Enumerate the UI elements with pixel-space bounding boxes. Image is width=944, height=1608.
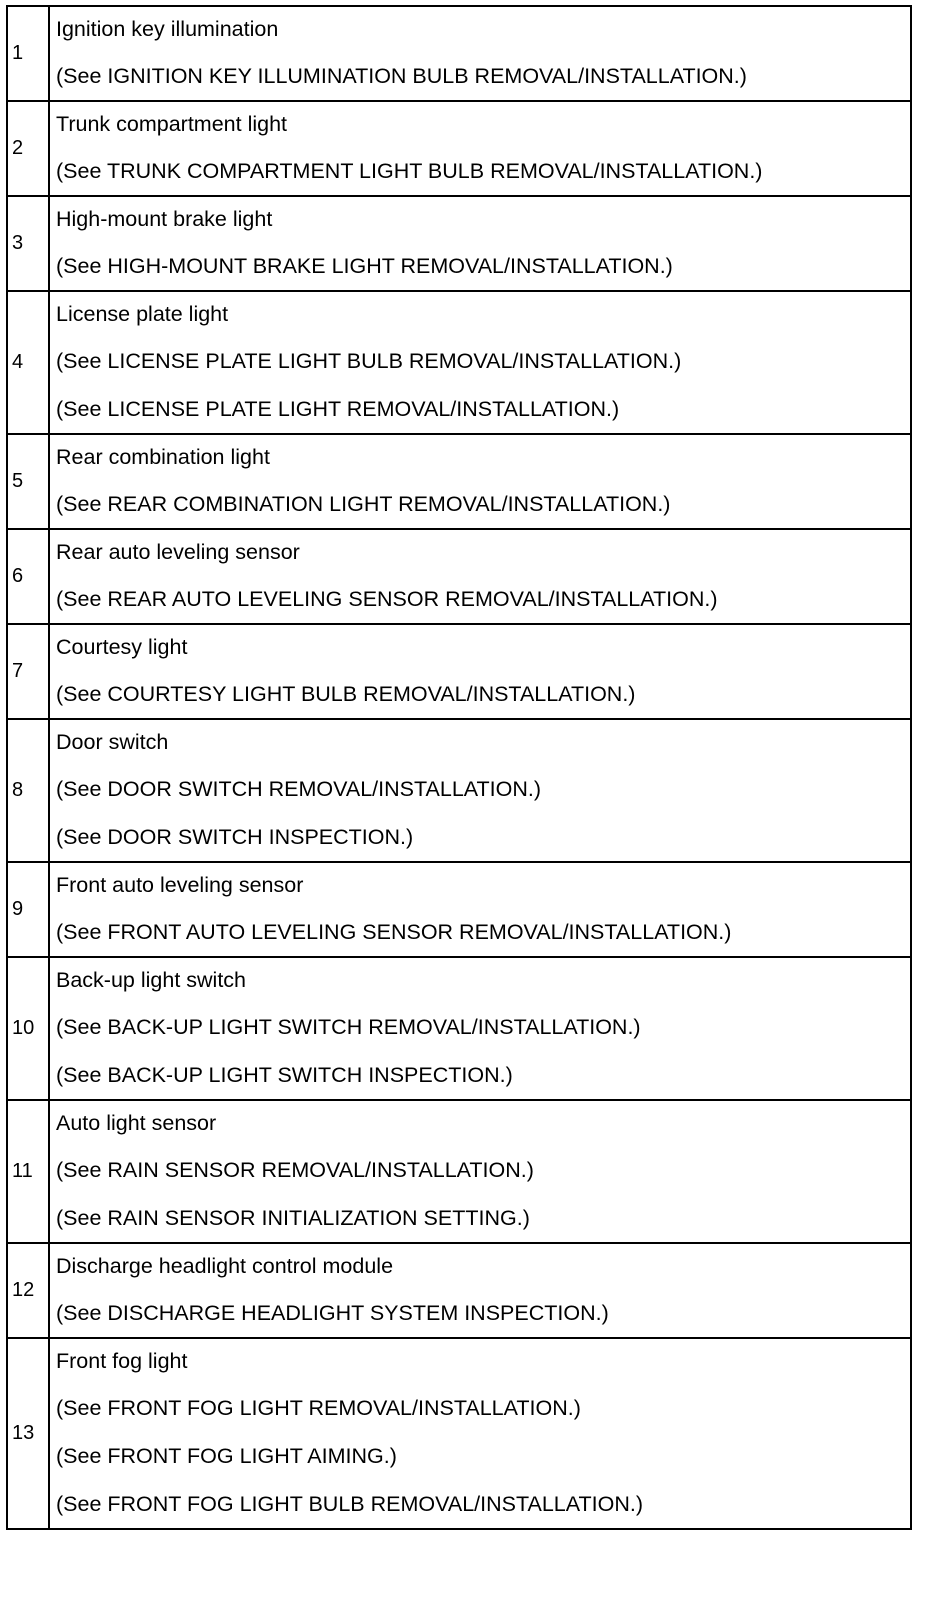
component-name: Front fog light	[56, 1349, 188, 1373]
procedure-reference: (See BACK-UP LIGHT SWITCH REMOVAL/INSTALLATION.)	[56, 1015, 641, 1039]
procedure-reference: (See BACK-UP LIGHT SWITCH INSPECTION.)	[56, 1063, 513, 1087]
procedure-reference: (See FRONT FOG LIGHT REMOVAL/INSTALLATION.)	[56, 1396, 581, 1420]
item-description	[49, 624, 911, 719]
procedure-reference: (See LICENSE PLATE LIGHT BULB REMOVAL/INSTALLATION.)	[56, 349, 682, 373]
component-name: Trunk compartment light	[56, 112, 288, 136]
item-number: 6	[7, 529, 49, 624]
item-number: 11	[7, 1100, 49, 1243]
procedure-reference: (See DOOR SWITCH INSPECTION.)	[56, 825, 414, 849]
component-name: Rear combination light	[56, 445, 270, 469]
table-row	[7, 1100, 911, 1243]
item-number: 8	[7, 719, 49, 862]
component-name: Rear auto leveling sensor	[56, 540, 300, 564]
component-location-table	[6, 5, 912, 1530]
item-number: 2	[7, 101, 49, 196]
item-number: 12	[7, 1243, 49, 1338]
item-description	[49, 1243, 911, 1338]
table-row	[7, 719, 911, 862]
table-row	[7, 291, 911, 434]
component-name: Door switch	[56, 730, 169, 754]
component-name: Back-up light switch	[56, 968, 246, 992]
item-description	[49, 1100, 911, 1243]
item-number: 5	[7, 434, 49, 529]
item-number: 1	[7, 6, 49, 101]
item-description	[49, 862, 911, 957]
table-row	[7, 196, 911, 291]
item-number: 9	[7, 862, 49, 957]
procedure-reference: (See FRONT FOG LIGHT AIMING.)	[56, 1444, 397, 1468]
item-description	[49, 101, 911, 196]
table-row	[7, 1338, 911, 1529]
table-row	[7, 101, 911, 196]
table-row	[7, 624, 911, 719]
table-body	[7, 6, 911, 1529]
item-description	[49, 6, 911, 101]
item-description	[49, 529, 911, 624]
item-description	[49, 196, 911, 291]
component-name: Discharge headlight control module	[56, 1254, 394, 1278]
procedure-reference: (See DOOR SWITCH REMOVAL/INSTALLATION.)	[56, 777, 542, 801]
table-row	[7, 6, 911, 101]
procedure-reference: (See REAR AUTO LEVELING SENSOR REMOVAL/INSTALLATION.)	[56, 587, 718, 611]
procedure-reference: (See HIGH-MOUNT BRAKE LIGHT REMOVAL/INSTALLATION.)	[56, 254, 673, 278]
procedure-reference: (See RAIN SENSOR REMOVAL/INSTALLATION.)	[56, 1158, 534, 1182]
item-number: 13	[7, 1338, 49, 1529]
item-description	[49, 291, 911, 434]
item-description	[49, 719, 911, 862]
item-number: 7	[7, 624, 49, 719]
procedure-reference: (See IGNITION KEY ILLUMINATION BULB REMOVAL/INSTALLATION.)	[56, 64, 747, 88]
table-row	[7, 862, 911, 957]
table-row	[7, 1243, 911, 1338]
procedure-reference: (See TRUNK COMPARTMENT LIGHT BULB REMOVAL/INSTALLATION.)	[56, 159, 763, 183]
procedure-reference: (See RAIN SENSOR INITIALIZATION SETTING.)	[56, 1206, 530, 1230]
component-name: Front auto leveling sensor	[56, 873, 304, 897]
procedure-reference: (See COURTESY LIGHT BULB REMOVAL/INSTALLATION.)	[56, 682, 636, 706]
procedure-reference: (See FRONT FOG LIGHT BULB REMOVAL/INSTALLATION.)	[56, 1492, 643, 1516]
component-name: Courtesy light	[56, 635, 188, 659]
item-number: 10	[7, 957, 49, 1100]
component-name: Auto light sensor	[56, 1111, 217, 1135]
component-name: High-mount brake light	[56, 207, 273, 231]
component-name: License plate light	[56, 302, 229, 326]
item-description	[49, 434, 911, 529]
item-description	[49, 1338, 911, 1529]
table-row	[7, 957, 911, 1100]
procedure-reference: (See REAR COMBINATION LIGHT REMOVAL/INSTALLATION.)	[56, 492, 671, 516]
item-number: 3	[7, 196, 49, 291]
item-description	[49, 957, 911, 1100]
procedure-reference: (See LICENSE PLATE LIGHT REMOVAL/INSTALLATION.)	[56, 397, 620, 421]
procedure-reference: (See FRONT AUTO LEVELING SENSOR REMOVAL/INSTALLATION.)	[56, 920, 732, 944]
procedure-reference: (See DISCHARGE HEADLIGHT SYSTEM INSPECTION.)	[56, 1301, 609, 1325]
component-name: Ignition key illumination	[56, 17, 279, 41]
table-row	[7, 434, 911, 529]
item-number: 4	[7, 291, 49, 434]
table-row	[7, 529, 911, 624]
